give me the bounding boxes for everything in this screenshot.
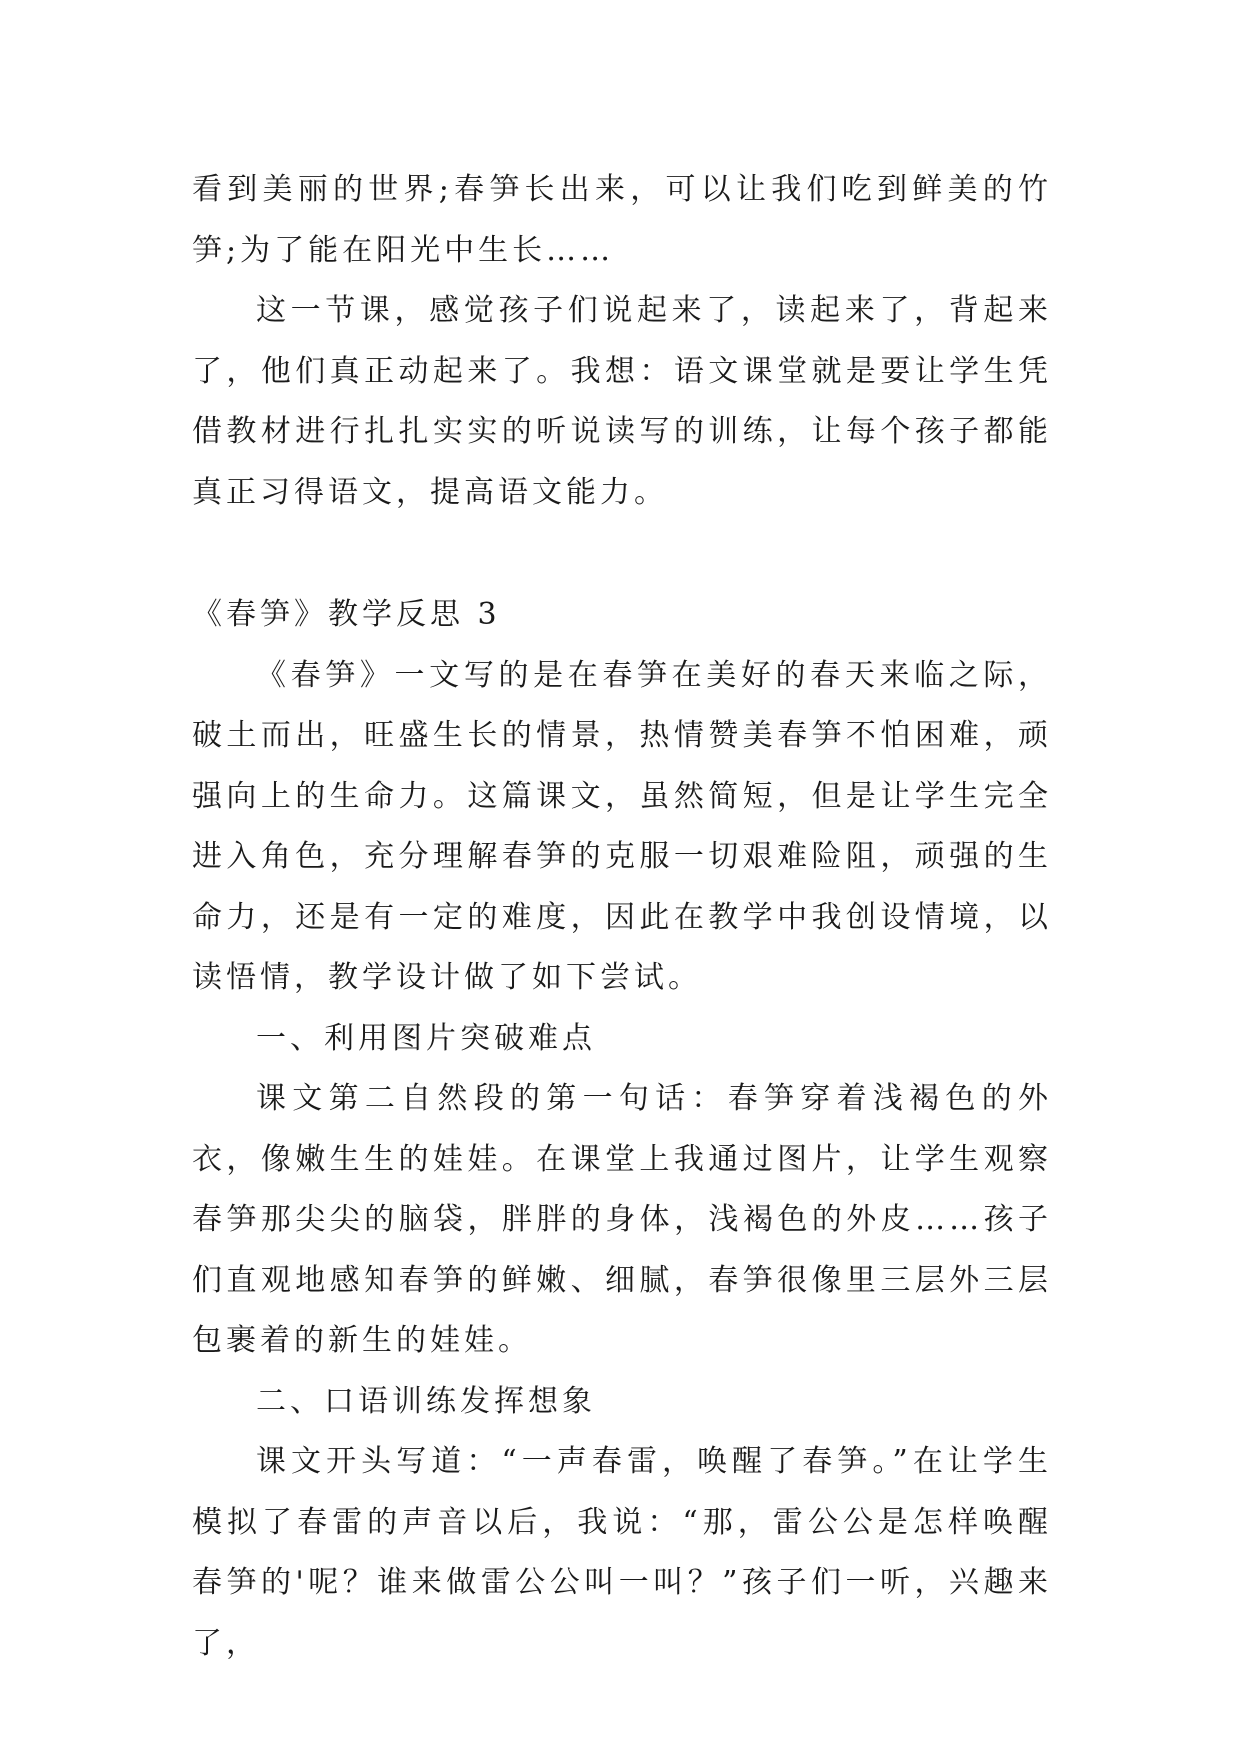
paragraph-point-one: 课文第二自然段的第一句话：春笋穿着浅褐色的外衣，像嫩生生的娃娃。在课堂上我通过图片，让学生观察春笋那尖尖的脑袋，胖胖的身体，浅褐色的外皮……孩子们直观地感知春笋的鲜嫩、细腻，春笋很像里三层外三层包裹着的新生的娃娃。 bbox=[192, 1081, 1052, 1358]
heading-point-one: 一、利用图片突破难点 bbox=[256, 1020, 596, 1056]
paragraph-continuation: 看到美丽的世界;春笋长出来，可以让我们吃到鲜美的竹笋;为了能在阳光中生长…… bbox=[192, 172, 1052, 268]
section-title: 《春笋》教学反思 3 bbox=[192, 597, 501, 632]
heading-point-two: 二、口语训练发挥想象 bbox=[256, 1383, 596, 1419]
paragraph-point-two: 课文开头写道：“一声春雷，唤醒了春笋。”在让学生模拟了春雷的声音以后，我说：“那，雷公公是怎样唤醒春笋的'呢？谁来做雷公公叫一叫？”孩子们一听，兴趣来了， bbox=[192, 1444, 1052, 1661]
paragraph-intro: 《春笋》一文写的是在春笋在美好的春天来临之际，破土而出，旺盛生长的情景，热情赞美春笋不怕困难，顽强向上的生命力。这篇课文，虽然简短，但是让学生完全进入角色，充分理解春笋的克服一切艰难险阻，顽强的生命力，还是有一定的难度，因此在教学中我创设情境，以读悟情，教学设计做了如下尝试。 bbox=[192, 657, 1052, 995]
document-body bbox=[192, 160, 1052, 1674]
paragraph-reflection-summary: 这一节课，感觉孩子们说起来了，读起来了，背起来了，他们真正动起来了。我想：语文课堂就是要让学生凭借教材进行扎扎实实的听说读写的训练，让每个孩子都能真正习得语文，提高语文能力。 bbox=[192, 293, 1052, 510]
